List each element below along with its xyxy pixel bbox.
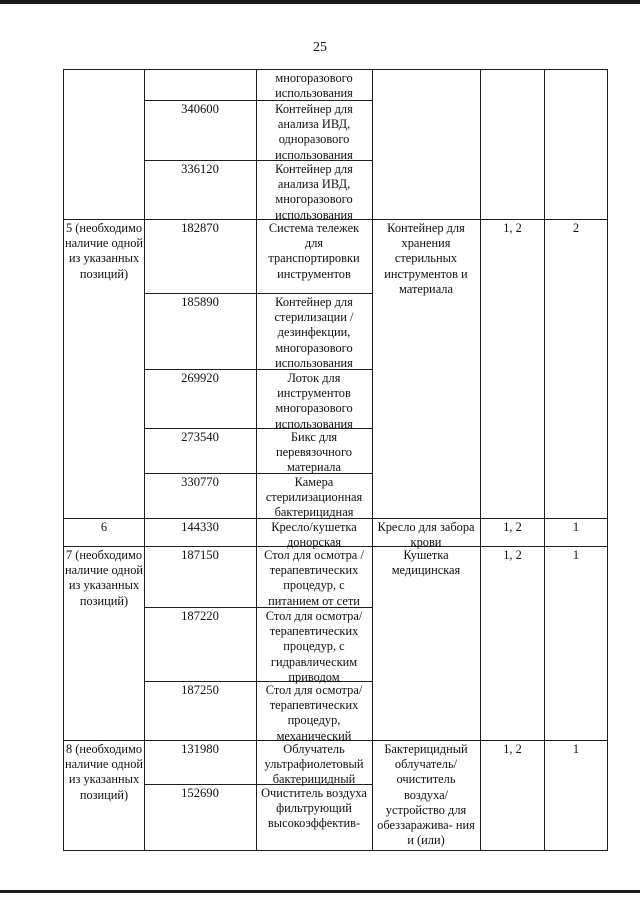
cell-name: Бикс для перевязочного материала <box>276 430 352 475</box>
cell-type: Бактерицидный облучатель/ очиститель воздуха/ устройство для обеззаражива- ния и (или) <box>377 742 475 848</box>
cell-group: 7 (необходимо наличие одной из указанных позиций) <box>64 548 144 608</box>
cell-type: Кресло для забора крови <box>377 520 475 550</box>
cell-code: 340600 <box>181 102 219 116</box>
cell-type: Контейнер для хранения стерильных инструментов и материала <box>384 221 468 296</box>
cell-code: 187220 <box>181 609 219 623</box>
cell-name: Контейнер для стерилизации /дезинфекции, многоразового использования <box>274 295 354 370</box>
cell-group: 6 <box>100 520 108 534</box>
cell-name: Очиститель воздуха фильтрующий высокоэффектив- <box>261 786 367 831</box>
cell-name: Стол для осмотра/ терапевтических процедур, с гидравлическим приводом <box>265 609 363 684</box>
cell-req: 1, 2 <box>503 520 522 534</box>
cell-code: 336120 <box>181 162 219 176</box>
cell-qty: 1 <box>572 520 580 534</box>
cell-code: 182870 <box>181 221 219 235</box>
cell-req: 1, 2 <box>503 742 522 756</box>
cell-qty: 2 <box>572 221 580 235</box>
cell-name: Стол для осмотра/ терапевтических процедур, механический <box>265 683 363 743</box>
cell-name: Стол для осмотра /терапевтических процедур, с питанием от сети <box>264 548 364 608</box>
cell-name: Система тележек для транспортировки инструментов <box>268 221 360 281</box>
cell-code: 187150 <box>181 548 219 562</box>
cell-code: 131980 <box>181 742 219 756</box>
cell-req: 1, 2 <box>503 548 522 562</box>
cell-code: 273540 <box>181 430 219 444</box>
cell-name: Контейнер для анализа ИВД, одноразового использования <box>275 102 353 162</box>
cell-name: многоразового использования <box>275 71 353 101</box>
cell-req: 1, 2 <box>503 221 522 235</box>
cell-qty: 1 <box>572 548 580 562</box>
cell-code: 144330 <box>181 520 219 534</box>
scan-bottom-edge <box>0 890 640 893</box>
cell-code: 152690 <box>181 786 219 800</box>
cell-code: 185890 <box>181 295 219 309</box>
cell-name: Лоток для инструментов многоразового использования <box>275 371 353 431</box>
cell-name: Контейнер для анализа ИВД, многоразового использования <box>275 162 353 222</box>
cell-code: 269920 <box>181 371 219 385</box>
cell-qty: 1 <box>572 742 580 756</box>
cell-type: Кушетка медицинская <box>391 548 461 578</box>
cell-name: Кресло/кушетка донорская <box>271 520 357 550</box>
cell-name: Облучатель ультрафиолетовый бактерицидный <box>264 742 364 787</box>
cell-group: 5 (необходимо наличие одной из указанных позиций) <box>64 221 144 281</box>
page-number: 25 <box>313 40 327 55</box>
cell-code: 187250 <box>181 683 219 697</box>
cell-name: Камера стерилизационная бактерицидная <box>265 475 363 520</box>
cell-group: 8 (необходимо наличие одной из указанных позиций) <box>64 742 144 802</box>
cell-code: 330770 <box>181 475 219 489</box>
